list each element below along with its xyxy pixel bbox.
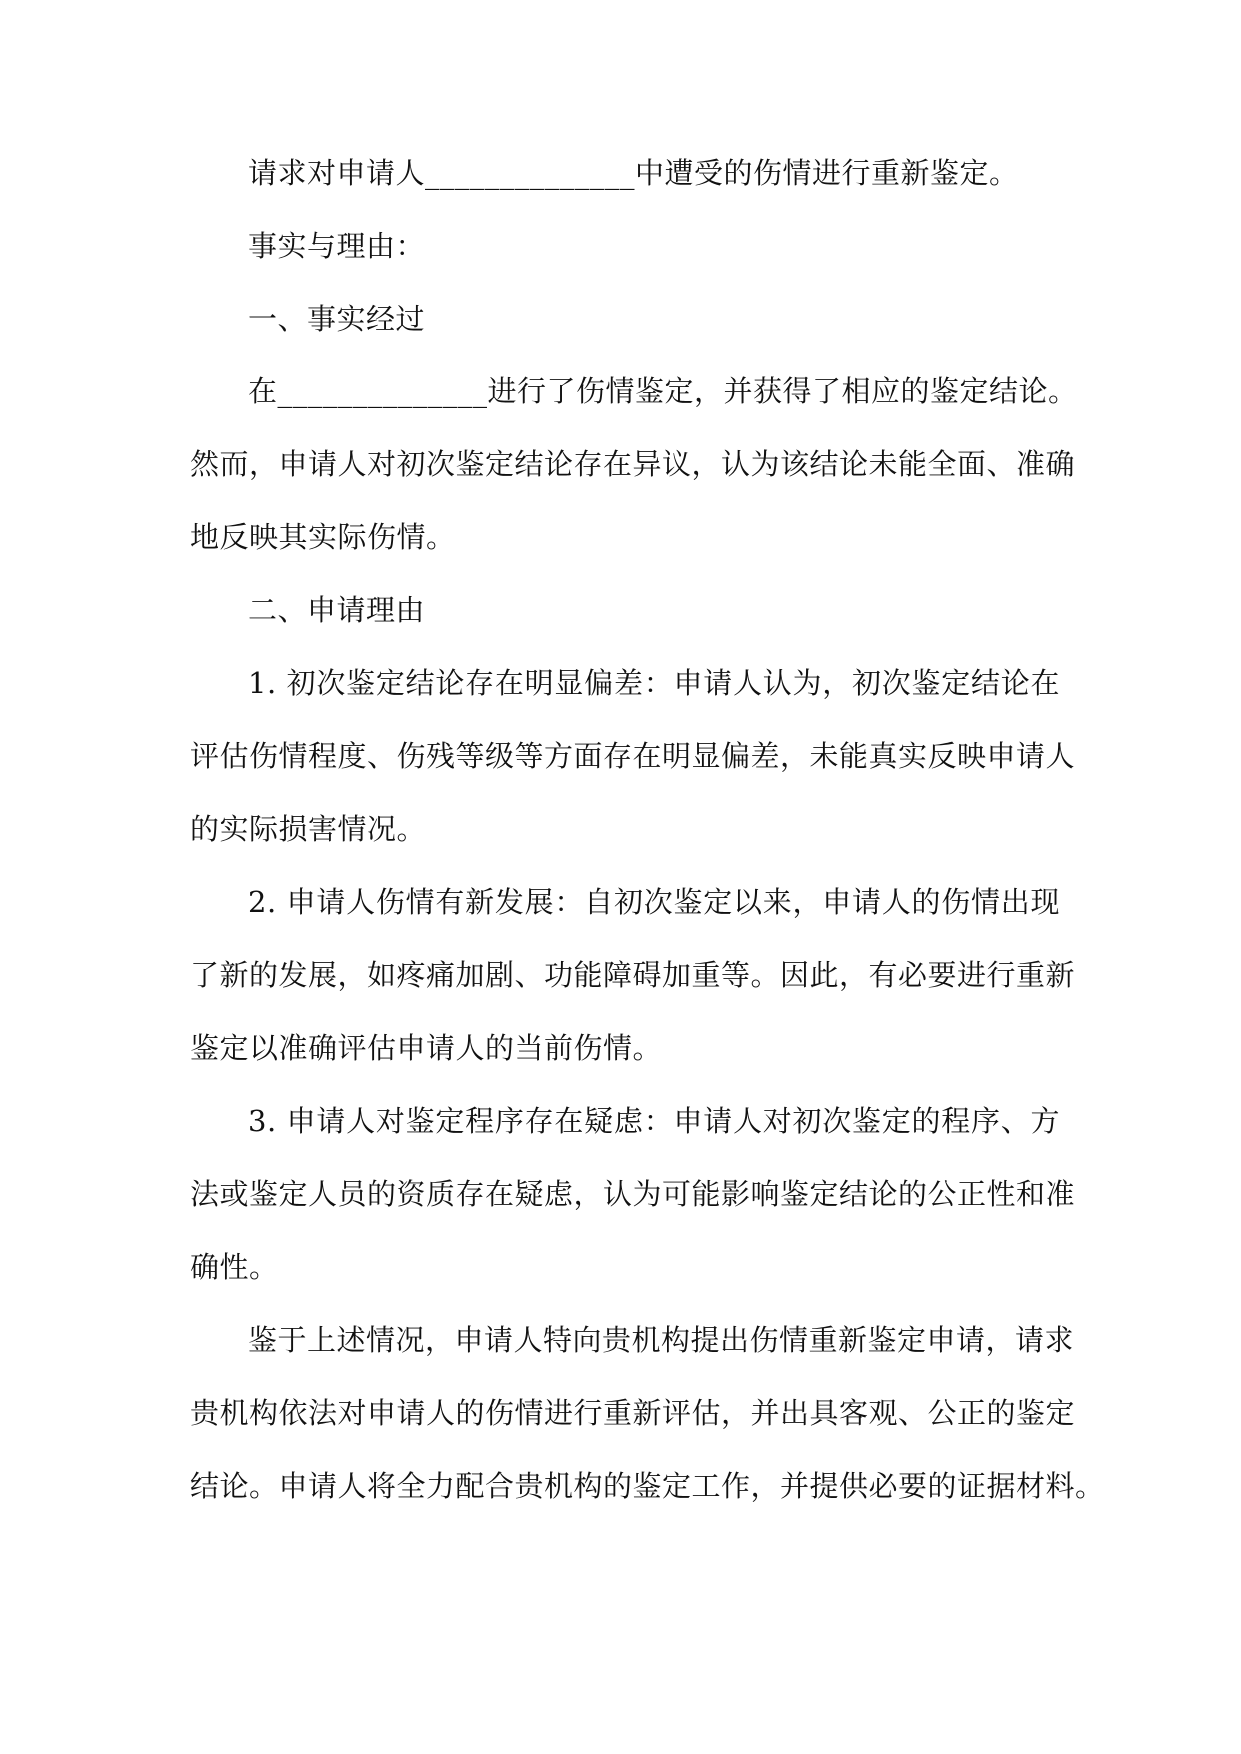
conclusion-paragraph-line: 鉴于上述情况，申请人特向贵机构提出伤情重新鉴定申请，请求 [248, 1323, 1075, 1357]
reason-3-line: 确性。 [190, 1250, 279, 1284]
reason-2-line: 2. 申请人伤情有新发展：自初次鉴定以来，申请人的伤情出现 [248, 885, 1060, 919]
facts-paragraph-line: 然而，申请人对初次鉴定结论存在异议，认为该结论未能全面、准确 [190, 447, 1076, 481]
reason-2-line: 了新的发展，如疼痛加剧、功能障碍加重等。因此，有必要进行重新 [190, 958, 1076, 992]
reason-3-line: 法或鉴定人员的资质存在疑虑，认为可能影响鉴定结论的公正性和准 [190, 1177, 1076, 1211]
conclusion-paragraph-line: 贵机构依法对申请人的伤情进行重新评估，并出具客观、公正的鉴定 [190, 1396, 1076, 1430]
reason-1-line: 评估伤情程度、伤残等级等方面存在明显偏差，未能真实反映申请人 [190, 739, 1076, 773]
reason-1-line: 1. 初次鉴定结论存在明显偏差：申请人认为，初次鉴定结论在 [248, 666, 1060, 700]
request-sentence: 请求对申请人______________中遭受的伤情进行重新鉴定。 [248, 156, 1019, 190]
facts-paragraph-line: 地反映其实际伤情。 [190, 520, 456, 554]
conclusion-paragraph-line: 结论。申请人将全力配合贵机构的鉴定工作，并提供必要的证据材料。 [190, 1469, 1105, 1503]
reason-3-line: 3. 申请人对鉴定程序存在疑虑：申请人对初次鉴定的程序、方 [248, 1104, 1060, 1138]
reason-1-line: 的实际损害情况。 [190, 812, 427, 846]
section-heading-facts-reasons: 事实与理由： [248, 229, 426, 263]
section-heading-facts: 一、事实经过 [248, 302, 426, 336]
section-heading-reasons: 二、申请理由 [248, 593, 426, 627]
reason-2-line: 鉴定以准确评估申请人的当前伤情。 [190, 1031, 663, 1065]
facts-paragraph-line: 在______________进行了伤情鉴定，并获得了相应的鉴定结论。 [248, 374, 1078, 408]
